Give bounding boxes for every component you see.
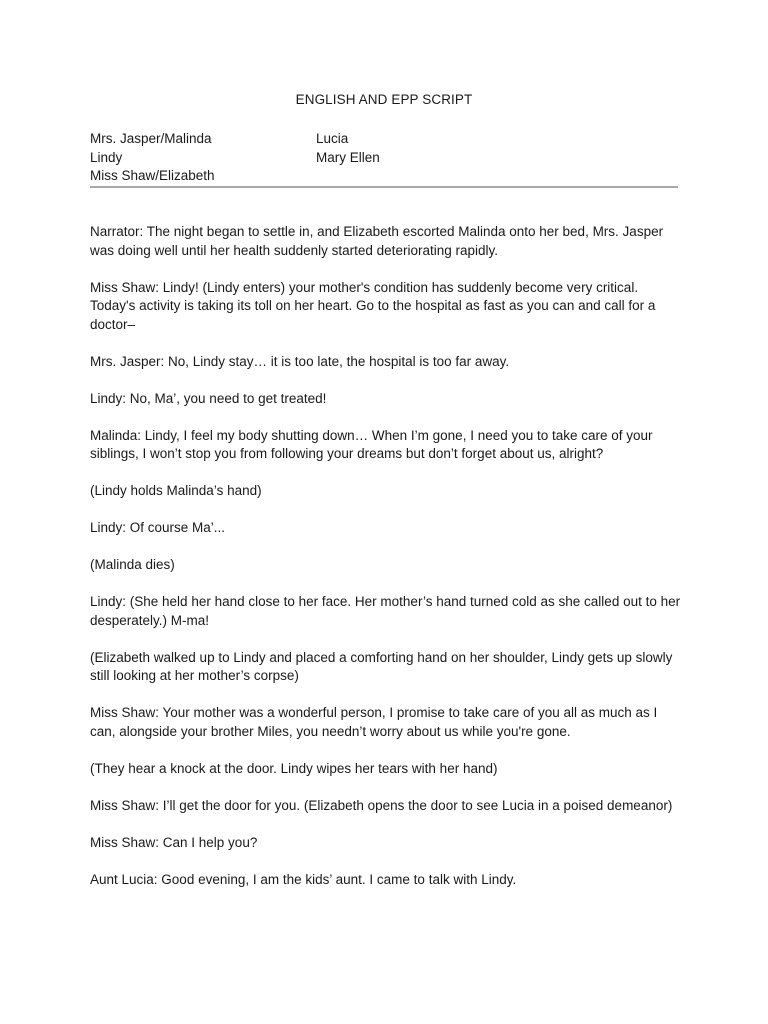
cast-member: Mrs. Jasper/Malinda [90,131,212,146]
script-body [90,223,682,908]
script-paragraph: (They hear a knock at the door. Lindy wipes her tears with her hand) [90,760,498,776]
script-paragraph: Lindy: (She held her hand close to her face. Her mother’s hand turned cold as she called out to her desperately.) M-ma! [90,594,681,628]
script-paragraph: Mrs. Jasper: No, Lindy stay… it is too late, the hospital is too far away. [90,353,510,369]
script-paragraph: Lindy: Of course Ma’... [90,520,226,536]
cast-member: Miss Shaw/Elizabeth [90,168,215,183]
script-paragraph: (Elizabeth walked up to Lindy and placed a comforting hand on her shoulder, Lindy gets up slowly still looking at her mother’s corpse) [90,649,673,684]
script-paragraph: Miss Shaw: Can I help you? [90,834,258,850]
script-paragraph: Aunt Lucia: Good evening, I am the kids’ aunt. I came to talk with Lindy. [90,871,517,887]
cast-column-right [316,130,380,167]
script-paragraph: (Lindy holds Malinda’s hand) [90,483,262,499]
script-paragraph: (Malinda dies) [90,557,175,573]
cast-member: Lindy [90,149,123,165]
script-paragraph: Narrator: The night began to settle in, and Elizabeth escorted Malinda onto her bed, Mrs. Jasper was doing well until her health suddenly started deteriorating rapidly. [90,224,664,258]
script-paragraph: Malinda: Lindy, I feel my body shutting down… When I’m gone, I need you to take care of your siblings, I won’t stop you from following your dreams but don’t forget about us, alright? [90,427,653,462]
cast-member: Mary Ellen [316,149,380,165]
page-title: ENGLISH AND EPP SCRIPT [295,92,473,107]
divider-line [90,186,678,188]
cast-column-left [90,130,215,186]
script-paragraph: Lindy: No, Ma’, you need to get treated! [90,390,327,406]
script-paragraph: Miss Shaw: I’ll get the door for you. (Elizabeth opens the door to see Lucia in a poised demeanor) [90,797,673,813]
script-paragraph: Miss Shaw: Lindy! (Lindy enters) your mother's condition has suddenly become very critical. Today's activity is taking its toll on her heart. Go to the hospital as fast as you can and call for a doctor– [90,279,656,332]
cast-member: Lucia [316,131,349,146]
script-paragraph: Miss Shaw: Your mother was a wonderful person, I promise to take care of you all as much as I can, alongside your brother Miles, you needn’t worry about us while you're gone. [90,705,658,739]
